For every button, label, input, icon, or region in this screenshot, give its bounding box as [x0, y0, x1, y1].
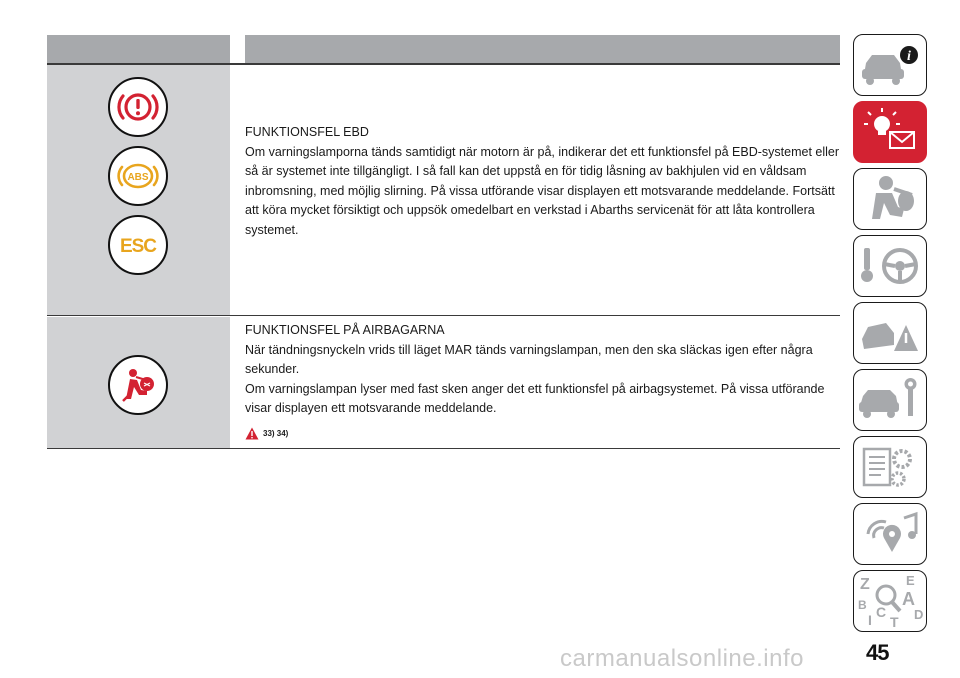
- warning-triangle-icon: [245, 427, 259, 440]
- svg-text:ESC: ESC: [119, 236, 157, 257]
- tab-index[interactable]: [853, 570, 927, 632]
- ebd-icons-cell: [47, 65, 230, 315]
- ebd-body: Om varningslamporna tänds samtidigt när motorn är på, indikerar det ett funktionsfel på EBD-systemet eller så är systemet inte tillgängligt. I så fall kan det uppstå en för tidig låsning av bakhjulen vid en våldsam inbromsning, med möjlig slirning. På vissa utförande visar displayen ett motsvarande meddelande. Fortsätt att köra mycket försiktigt och uppsök omedelbart en verkstad i Abarths servicenät för att låta kontrollera systemet.: [245, 144, 840, 237]
- tab-technical-data[interactable]: [853, 436, 927, 498]
- tab-emergency[interactable]: [853, 302, 927, 364]
- car-info-icon: [854, 35, 926, 95]
- safety-icon: [854, 169, 926, 229]
- airbag-warning-icon: [108, 355, 168, 415]
- svg-text:C: C: [876, 604, 887, 620]
- page-number: 45: [866, 640, 889, 665]
- tab-multimedia[interactable]: [853, 503, 927, 565]
- table-header: [47, 35, 840, 65]
- warning-reference: [245, 424, 840, 444]
- airbag-body-1: När tändningsnyckeln vrids till läget MAR tänds varningslampan, men den ska släckas igen efter några sekunder.: [245, 342, 813, 376]
- technical-data-gear-icon: [854, 437, 926, 497]
- watermark: carmanualsonline.info: [560, 645, 804, 672]
- svg-text:A: A: [902, 589, 915, 609]
- svg-text:T: T: [890, 614, 899, 630]
- steering-wheel-key-icon: [854, 236, 926, 296]
- tab-warning-lights[interactable]: [853, 101, 927, 163]
- airbag-title: FUNKTIONSFEL PÅ AIRBAGARNA: [245, 323, 445, 337]
- airbag-icons-cell: [47, 317, 230, 448]
- tab-maintenance[interactable]: [853, 369, 927, 431]
- warning-light-message-icon: [854, 102, 926, 162]
- svg-text:D: D: [914, 607, 924, 622]
- airbag-text-cell: [245, 321, 840, 443]
- table-bottom-rule: [47, 448, 840, 449]
- row-divider: [47, 315, 840, 316]
- tab-safety[interactable]: [853, 168, 927, 230]
- svg-text:i: i: [907, 49, 911, 64]
- svg-text:E: E: [906, 573, 915, 588]
- svg-text:B: B: [858, 598, 867, 612]
- tab-car-info[interactable]: [853, 34, 927, 96]
- warning-reference-text: 33) 34): [263, 428, 289, 438]
- ebd-text-cell: [245, 123, 840, 240]
- tab-starting-driving[interactable]: [853, 235, 927, 297]
- airbag-body-2: Om varningslampan lyser med fast sken anger det ett funktionsfel på airbagsystemet. På vissa utförande visar displayen ett motsvarande meddelande.: [245, 381, 825, 415]
- abs-warning-icon: [108, 146, 168, 206]
- svg-text:ABS: ABS: [127, 172, 149, 183]
- brake-warning-icon: [108, 77, 168, 137]
- multimedia-icon: [854, 504, 926, 564]
- car-wrench-icon: [854, 370, 926, 430]
- svg-text:Z: Z: [860, 576, 870, 593]
- svg-text:I: I: [868, 612, 872, 628]
- index-az-icon: [854, 571, 926, 631]
- esc-warning-icon: [108, 215, 168, 275]
- ebd-title: FUNKTIONSFEL EBD: [245, 125, 369, 139]
- emergency-icon: [854, 303, 926, 363]
